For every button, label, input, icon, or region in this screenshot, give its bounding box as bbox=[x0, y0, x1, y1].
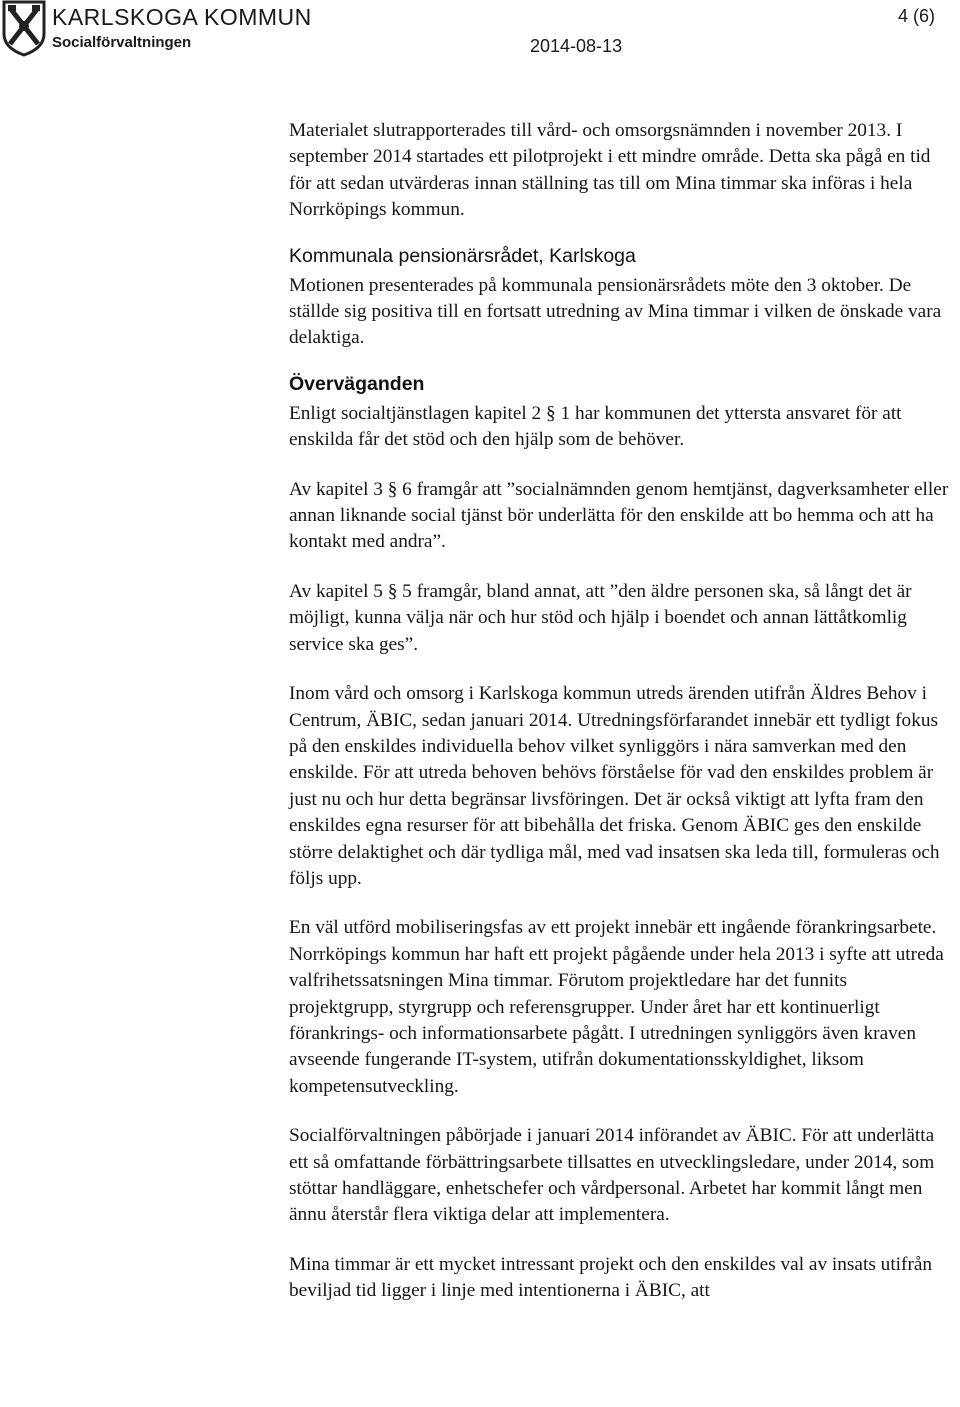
organization-name: KARLSKOGA KOMMUN bbox=[52, 4, 312, 30]
municipal-crest-icon bbox=[0, 0, 48, 56]
paragraph-pension-council: Motionen presenterades på kommunala pensionärsrådets möte den 3 oktober. De ställde sig positiva till en fortsatt utredning av Mina timmar i vilken de önskade vara delaktiga. bbox=[289, 274, 942, 349]
paragraph-social-services-act: Enligt socialtjänstlagen kapitel 2 § 1 har kommunen det yttersta ansvaret för att enskilda får det stöd och den hjälp som de behöver. bbox=[289, 402, 902, 451]
document-date: 2014-08-13 bbox=[530, 36, 623, 56]
paragraph-project-status: Materialet slutrapporterades till vård- och omsorgsnämnden i november 2013. I september 2014 startades ett pilotprojekt i ett mindre område. Detta ska pågå en tid för att sedan utvärderas innan ställning tas till om Mina timmar ska införas i hela Norrköpings kommun. bbox=[289, 120, 931, 221]
paragraph-abic: Inom vård och omsorg i Karlskoga kommun utreds ärenden utifrån Äldres Behov i Centrum, ÄBIC, sedan januari 2014. Utredningsförfarandet innebär ett tydligt fokus på den enskildes individuella behov vilket synliggörs i nära samverkan med den enskilde. För att utreda behoven behövs förståelse för vad den enskildes problem är just nu och hur detta begränsar livsföringen. Det är också viktigt att lyfta fram den enskildes egna resurser för att bibehålla det friska. Genom ÄBIC ges den enskilde större delaktighet och där tydliga mål, med vad insatsen ska leda till, formuleras och följs upp. bbox=[289, 683, 940, 889]
page-number: 4 (6) bbox=[898, 6, 936, 26]
department-name: Socialförvaltningen bbox=[52, 34, 192, 51]
paragraph-implementation: Socialförvaltningen påbörjade i januari 2014 införandet av ÄBIC. För att underlätta ett så omfattande förbättringsarbete tillsattes en utvecklingsledare, under 2014, som stöttar handläggare, enhetschefer och vårdpersonal. Arbetet har kommit långt men ännu återstår flera viktiga delar att implementera. bbox=[289, 1125, 935, 1226]
heading-considerations: Överväganden bbox=[289, 372, 425, 395]
document-body bbox=[289, 118, 954, 1328]
paragraph-mina-timmar: Mina timmar är ett mycket intressant projekt och den enskildes val av insats utifrån beviljad tid ligger i linje med intentionerna i ÄBIC, att bbox=[289, 1253, 933, 1302]
heading-pension-council: Kommunala pensionärsrådet, Karlskoga bbox=[289, 244, 636, 267]
paragraph-mobilisation: En väl utförd mobiliseringsfas av ett projekt innebär ett ingående förankringsarbete. Norrköpings kommun har haft ett projekt pågående under hela 2013 i syfte att utreda valfrihetssatsningen Mina timmar. Förutom projektledare har det funnits projektgrupp, styrgrupp och referensgrupper. Under året har ett kontinuerligt förankrings- och informationsarbete pågått. I utredningen synliggörs även kraven avseende fungerande IT-system, utifrån dokumentationsskyldighet, liksom kompetensutveckling. bbox=[289, 917, 944, 1097]
paragraph-chapter-3: Av kapitel 3 § 6 framgår att ”socialnämnden genom hemtjänst, dagverksamheter eller annan liknande social tjänst bör underlätta för den enskilde att bo hemma och att ha kontakt med andra”. bbox=[289, 478, 949, 553]
document-header bbox=[0, 0, 960, 80]
paragraph-chapter-5: Av kapitel 5 § 5 framgår, bland annat, att ”den äldre personen ska, så långt det är möjligt, kunna välja när och hur stöd och hjälp i boendet och annan lättåtkomlig service ska ges”. bbox=[289, 580, 912, 655]
